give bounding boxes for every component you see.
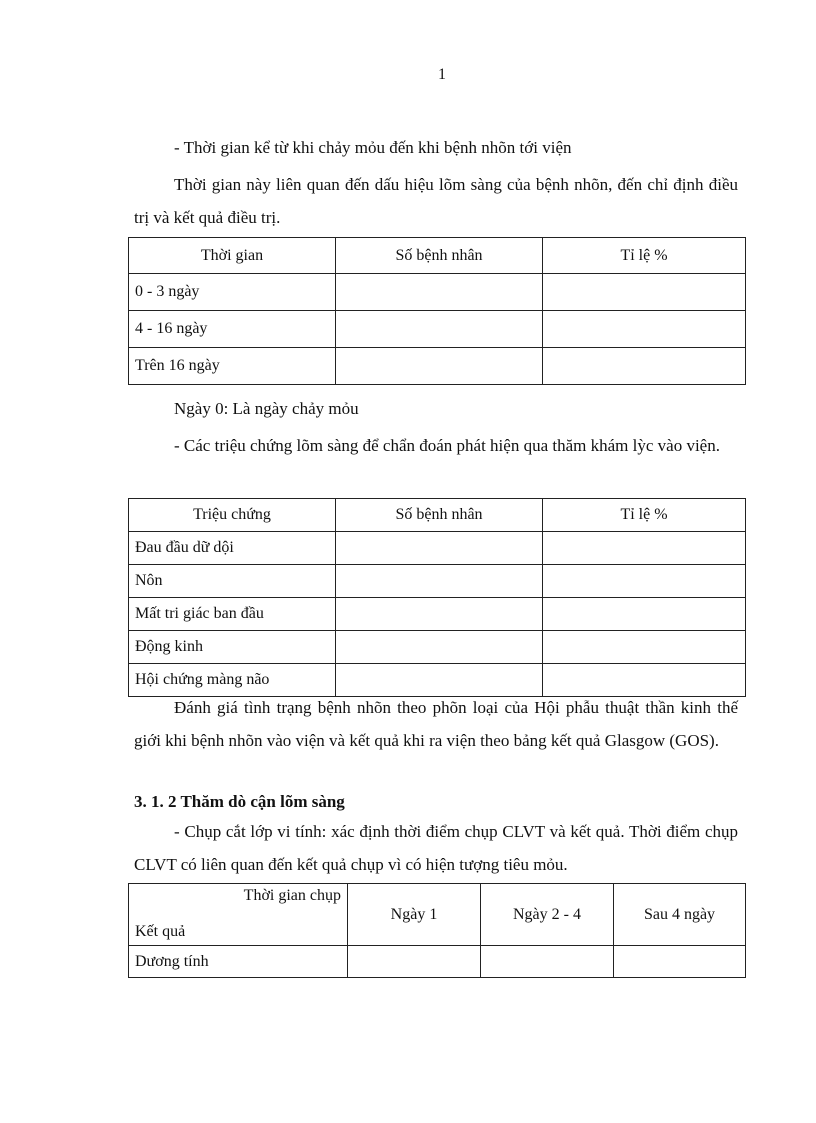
corner-top-label: Thời gian chụp: [243, 887, 341, 904]
table-cell: [543, 532, 746, 565]
table-cell: [336, 532, 543, 565]
table-cell: [543, 348, 746, 385]
paragraph-time-relevance: Thời gian này liên quan đến dấu hiệu lõm sàng của bệnh nhõn, đến chỉ định điều trị và kết quả điều trị.: [134, 175, 738, 227]
table-time-header: Tỉ lệ %: [543, 238, 746, 274]
table-row-label: Trên 16 ngày: [129, 348, 336, 385]
table-time-header: Thời gian: [129, 238, 336, 274]
table-cell: [614, 946, 746, 978]
table-row-label: 4 - 16 ngày: [129, 311, 336, 348]
table-symptoms-header: Tỉ lệ %: [543, 499, 746, 532]
table-cell: [336, 274, 543, 311]
table-cell: [481, 946, 614, 978]
table-symptoms: [128, 498, 746, 697]
paragraph-evaluation: Đánh giá tình trạng bệnh nhõn theo phõn loại của Hội phẫu thuật thần kinh thế giới khi bệnh nhõn vào viện và kết quả khi ra viện theo bảng kết quả Glasgow (GOS).: [134, 698, 738, 750]
paragraph-ct-scan: - Chụp cắt lớp vi tính: xác định thời điểm chụp CLVT và kết quả. Thời điểm chụp CLVT có liên quan đến kết quả chụp vì có hiện tượng tiêu mỏu.: [134, 822, 738, 874]
paragraph-time-since-bleed: - Thời gian kể từ khi chảy mỏu đến khi bệnh nhõn tới viện: [174, 138, 572, 157]
table-cell: [348, 946, 481, 978]
table-cell: [543, 598, 746, 631]
table-cell: [336, 565, 543, 598]
page-number: 1: [438, 66, 446, 83]
paragraph-day-zero: Ngày 0: Là ngày chảy mỏu: [174, 399, 359, 418]
table-row-label: Động kinh: [129, 631, 336, 664]
table-symptoms-header: Số bệnh nhân: [336, 499, 543, 532]
table-ct-results: [128, 883, 746, 978]
table-ct-corner-header: [129, 884, 348, 946]
table-symptoms-header: Triệu chứng: [129, 499, 336, 532]
table-cell: [543, 274, 746, 311]
table-cell: [336, 311, 543, 348]
section-heading: 3. 1. 2 Thăm dò cận lõm sàng: [134, 792, 345, 811]
table-row-label: 0 - 3 ngày: [129, 274, 336, 311]
table-ct-header: Ngày 2 - 4: [481, 884, 614, 946]
paragraph-symptoms: - Các triệu chứng lõm sàng để chẩn đoán phát hiện qua thăm khám lỳc vào viện.: [174, 436, 720, 455]
table-cell: [336, 598, 543, 631]
table-row-label: Đau đầu dữ dội: [129, 532, 336, 565]
corner-bottom-label: Kết quả: [135, 923, 186, 940]
table-time-header: Số bệnh nhân: [336, 238, 543, 274]
table-row-label: Nôn: [129, 565, 336, 598]
table-ct-header: Ngày 1: [348, 884, 481, 946]
table-cell: [543, 311, 746, 348]
table-row-label: Dương tính: [129, 946, 348, 978]
table-time: [128, 237, 746, 385]
table-ct-header: Sau 4 ngày: [614, 884, 746, 946]
table-cell: [543, 565, 746, 598]
table-cell: [336, 348, 543, 385]
table-row-label: Mất tri giác ban đầu: [129, 598, 336, 631]
table-cell: [543, 631, 746, 664]
table-cell: [336, 631, 543, 664]
table-row-label: Hội chứng màng não: [129, 664, 336, 697]
